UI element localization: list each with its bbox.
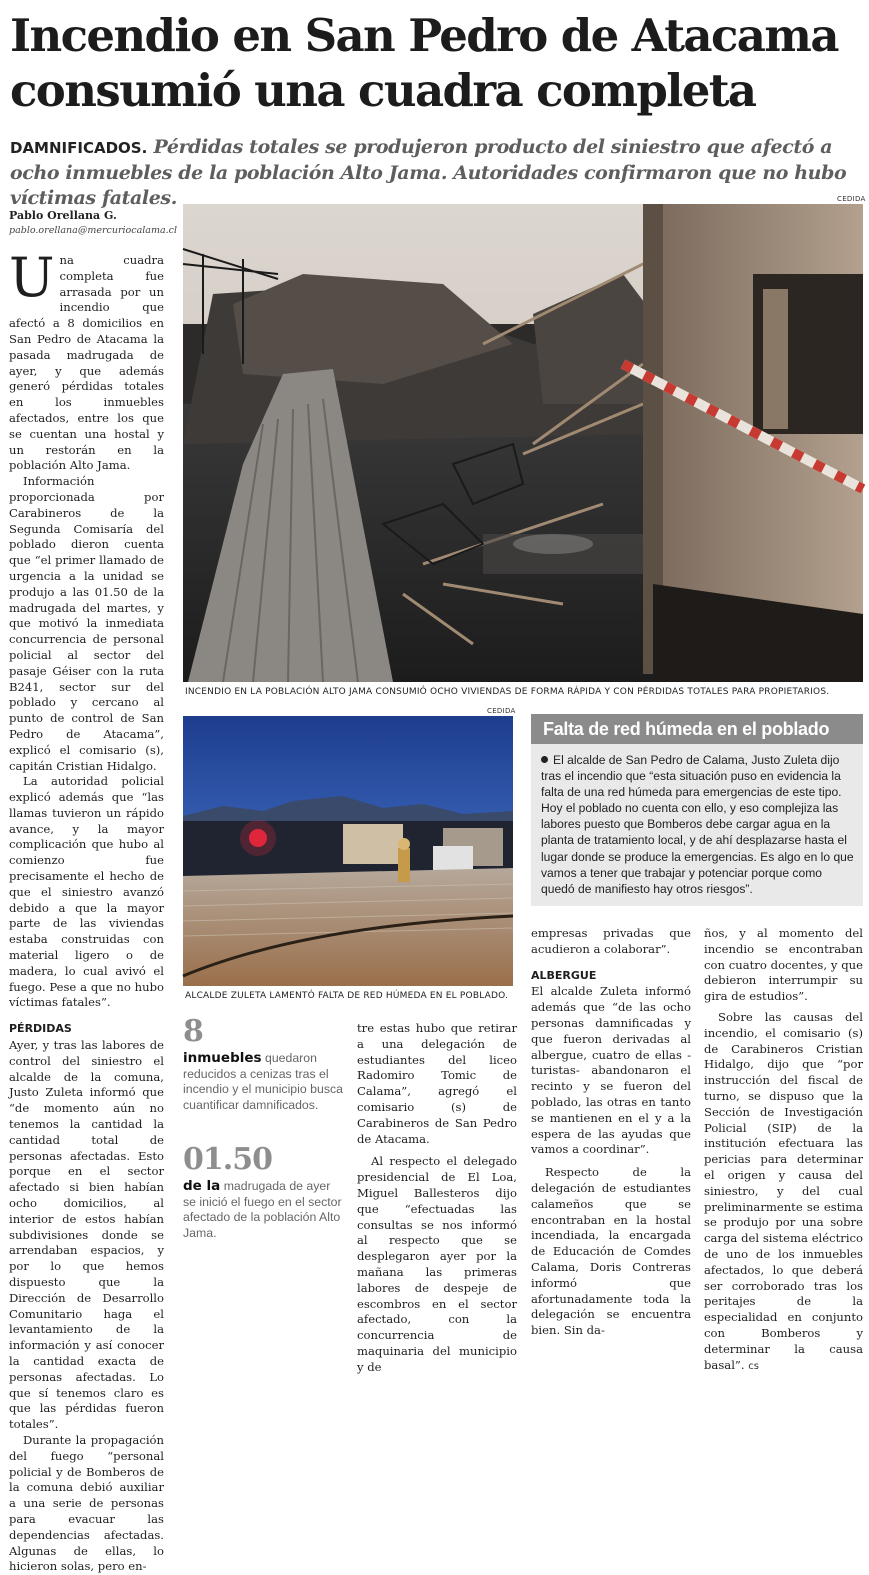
paragraph: ños, y al momento del incendio se encontraban con cuatro docentes, y que debieron interrumpir su gira de estudios”. (704, 926, 863, 1004)
fact-1 (183, 1014, 343, 1113)
paragraph: Al respecto el delegado presidencial de El Loa, Miguel Ballesteros dijo que “efectuadas las consultas se nos informó al respecto que se desplegaron ayer por la mañana las primeras labores de despeje de escombros en el sector afectado, con la concurrencia de maquinaria del municipio y de (357, 1154, 517, 1374)
paragraph: Sobre las causas del incendio, el comisario (s) de Carabineros Cristian Hidalgo, dijo que “por instrucción del fiscal de turno, se dispuso que la Sección de Investigación Policial (SIP) de la institución efectuara las pericias para determinar el origen y causa del siniestro, y del cual preliminarmente se estima se produjo por una sobre carga del sistema eléctrico de uno de los inmuebles afectados, lo que deberá ser corroborado tras los peritajes de la especialidad en conjunto con Bomberos y determinar la causa basal”. cs (704, 1009, 863, 1372)
paragraph: El alcalde Zuleta informó además que “de las ocho personas damnificadas y que fueron derivadas al albergue, cuatro de ellas -turistas- abandonaron el recinto y se fueron del poblado, las otras en tanto se mantienen en el y a la espera de las ayudas que vamos a coordinar”. (531, 984, 691, 1157)
box-body (541, 752, 857, 897)
subhead-text: Pérdidas totales se produjeron producto del siniestro que afectó a ocho inmuebles de la población Alto Jama. Autoridades confirmaron que no hubo víctimas fatales. (10, 136, 847, 209)
fact-text: de la madrugada de ayer se inició el fuego en el sector afectado de la población Alto Jama. (183, 1178, 342, 1240)
section-heading: ALBERGUE (531, 968, 597, 982)
second-photo (183, 716, 513, 986)
fact-text: inmuebles quedaron reducidos a cenizas tras el incendio y el municipio busca cuantificar damnificados. (183, 1050, 343, 1112)
paragraph: tre estas hubo que retirar a una delegación de estudiantes del liceo Radomiro Tomic de Calama”, agregó el comisario (s) de Carabineros de San Pedro de Atacama. (357, 1021, 517, 1146)
subhead-kicker: DAMNIFICADOS. (10, 139, 148, 157)
column-5 (704, 926, 863, 1372)
box-title: Falta de red húmeda en el poblado (531, 714, 863, 744)
night-street-image (183, 716, 513, 986)
paragraph: Una cuadra completa fue arrasada por un incendio que afectó a 8 domicilios en San Pedro de Atacama la pasada madrugada de ayer, y que además generó pérdidas totales en los inmuebles afectados, entre los que se cuentan una hostal y un restorán en la población Alto Jama. (9, 246, 164, 473)
column-1 (9, 246, 164, 1574)
bullet-icon (541, 756, 548, 763)
sidebar-box (531, 714, 863, 906)
fact-number: 01.50 (183, 1142, 272, 1177)
paragraph: Respecto de la delegación de estudiantes calameños que se encontraban en la hostal incendiada, la encargada de Educación de Comdes Calama, Doris Contreras informó que afortunadamente toda la delegación se encuentra bien. Sin da- (531, 1165, 691, 1338)
main-photo-credit: CEDIDA (837, 195, 866, 203)
fact-number: 8 (183, 1014, 203, 1049)
main-photo (183, 204, 863, 682)
second-photo-caption: ALCALDE ZULETA LAMENTÓ FALTA DE RED HÚMEDA EN EL POBLADO. (185, 991, 509, 1001)
headline: Incendio en San Pedro de Atacama consumió una cuadra completa (10, 9, 838, 117)
byline-email: pablo.orellana@mercuriocalama.cl (9, 225, 177, 236)
byline-author: Pablo Orellana G. (9, 209, 117, 222)
fact-2 (183, 1142, 343, 1241)
paragraph: La autoridad policial explicó además que “las llamas tuvieron un rápido avance, y la mayor complicación que hubo al comienzo fue precisamente el hecho de que el siniestro avanzó debido a que la mayor parte de las viviendas estaba construidas con material ligero o de madera, lo cual avivó el fuego. Pese a que no hubo víctimas fatales”. (9, 774, 164, 1010)
paragraph: Durante la propagación del fuego “personal policial y de Bomberos de la comuna debió auxiliar a una serie de personas para evacuar las dependencias afectadas. Algunas de ellas, lo hicieron solas, pero en- (9, 1432, 164, 1574)
second-photo-credit: CEDIDA (487, 707, 516, 715)
dropcap: U (9, 246, 55, 309)
box-text: El alcalde de San Pedro de Calama, Justo Zuleta dijo tras el incendio que “esta situación puso en evidencia la falta de una red húmeda para emergencias de este tipo. Hoy el poblado no cuenta con ello, y eso complejiza las labores puesto que Bomberos debe cargar agua en la planta de tratamiento local, y de ahí desplazarse hasta el lugar donde se produce la emergencias. Es algo en lo que vamos a tener que trabajar y potenciar porque como quedó de manifiesto hay otros riesgos”. (541, 753, 854, 896)
paragraph: empresas privadas que acudieron a colaborar”. (531, 926, 691, 956)
paragraph: Información proporcionada por Carabineros de la Segunda Comisaría del poblado dieron cuenta que “el primer llamado de urgencia a la unidad se produjo a las 01.50 de la madrugada del martes, y que motivó la inmediata concurrencia de personal policial al sector del pasaje Géiser con la ruta B241, sector sur del poblado y cercano al punto de control de San Pedro de Atacama”, explicó el comisario (s), capitán Cristian Hidalgo. (9, 474, 164, 773)
end-mark: cs (748, 1360, 759, 1372)
main-photo-caption: INCENDIO EN LA POBLACIÓN ALTO JAMA CONSUMIÓ OCHO VIVIENDAS DE FORMA RÁPIDA Y CON PÉRDIDAS TOTALES PARA PROPIETARIOS. (185, 687, 830, 697)
column-4 (531, 926, 691, 1338)
column-3 (357, 1021, 517, 1374)
burned-houses-image (183, 204, 863, 682)
section-heading: PÉRDIDAS (9, 1022, 72, 1036)
subhead (10, 135, 860, 211)
paragraph: Ayer, y tras las labores de control del siniestro el alcalde de la comuna, Justo Zuleta informó que “de momento aún no tenemos la cantidad la cantidad total de personas afectadas. Esto porque en el sector afectado si bien habían ocho domicilios, al interior de estos habían subdivisiones donde se arrendaban espacios, y por lo que hemos dispuesto que la Dirección de Desarrollo Comunitario haga el levantamiento de la información y así conocer la cantidad exacta de personas afectadas. Lo que sí tenemos claro es que las pérdidas fueron totales”. (9, 1038, 164, 1432)
